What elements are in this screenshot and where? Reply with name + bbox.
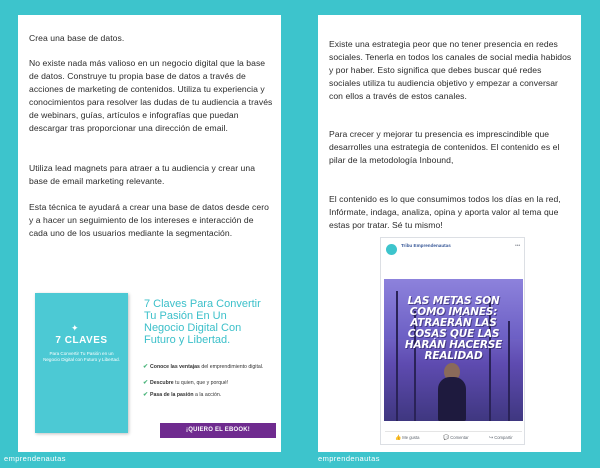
like-button[interactable]: 👍Me gusta [395, 435, 420, 441]
check-icon: ✔ [143, 392, 149, 398]
ebook-cover [35, 293, 128, 433]
ebook-cover-title: 7 CLAVES [55, 335, 108, 346]
ebook-headline: 7 Claves Para Convertir Tu Pasión En Un Negocio Digital Con Futuro y Libertad. [144, 298, 261, 346]
share-button[interactable]: ↪Compartir [489, 435, 513, 441]
paragraph: Utiliza lead magnets para atraer a tu audiencia y crear una base de email marketing relevante. [29, 163, 256, 186]
ebook-cover-subtitle: Para Convertir Tu Pasión en un Negocio Digital con Futuro y Libertad. [43, 351, 120, 362]
paragraph-heading: Crea una base de datos. [29, 33, 125, 43]
more-options-icon[interactable]: ••• [515, 243, 521, 249]
facebook-post [380, 237, 525, 445]
sparkle-icon: ✦ [71, 323, 79, 333]
ebook-feature: ✔ Conoce las ventajas del emprendimiento digital. [143, 364, 264, 370]
paragraph: Existe una estrategia peor que no tener presencia en redes sociales. Tenerla en todos los canales de social media habidos y por haber. Esto significa que debes buscar qué redes sociales utiliza tu audiencia objetivo y empezar a conversar con ellos a través de estos canales. [329, 39, 572, 101]
paragraph: Para crecer y mejorar tu presencia es imprescindible que desarrolles una estrategia de contenidos. El contenido es el pilar de la metodología Inbound, [329, 129, 560, 165]
image-quote: LAS METAS SON COMO IMANES: ATRAERÁN LAS COSAS QUE LAS HARÁN HACERSE REALIDAD [404, 295, 503, 362]
share-icon: ↪ [489, 435, 494, 441]
paragraph: No existe nada más valioso en un negocio digital que la base de datos. Construye tu propia base de datos a través de acciones de marketing de contenidos. Utiliza tu experiencia y conocimientos para resolver las dudas de tu audiencia a través de webinars, guías, artículos e infografías que puedan descargar tras proporcionar una dirección de email. [29, 58, 273, 133]
thumbs-up-icon: 👍 [395, 435, 402, 441]
paragraph: Esta técnica te ayudará a crear una base de datos desde cero y a hacer un seguimiento de los intereses e interacción de cada uno de los usuarios mediante la segmentación. [29, 202, 269, 238]
footer-brand: emprendenautas [4, 454, 66, 463]
person-figure [438, 377, 466, 421]
divider [385, 431, 522, 432]
comment-icon: 💬 [443, 435, 450, 441]
post-author[interactable]: Tribu Emprendenautas [401, 243, 451, 248]
ebook-feature: ✔ Pasa de la pasión a la acción. [143, 392, 222, 398]
right-page [318, 15, 581, 452]
left-page [18, 15, 281, 452]
comment-button[interactable]: 💬Comentar [443, 435, 469, 441]
download-ebook-button[interactable]: ¡QUIERO EL EBOOK! [160, 423, 276, 438]
footer-brand: emprendenautas [318, 454, 380, 463]
ebook-feature: ✔ Descubre tu quien, que y porqué! [143, 380, 229, 386]
avatar[interactable] [386, 244, 397, 255]
ebook-ad [35, 293, 265, 433]
check-icon: ✔ [143, 380, 149, 386]
paragraph: El contenido es lo que consumimos todos los días en la red, Infórmate, indaga, analiza, opina y aporta valor al tema que estas por tratar. Sé tu mismo! [329, 194, 561, 230]
check-icon: ✔ [143, 364, 149, 370]
post-image[interactable] [384, 279, 523, 421]
